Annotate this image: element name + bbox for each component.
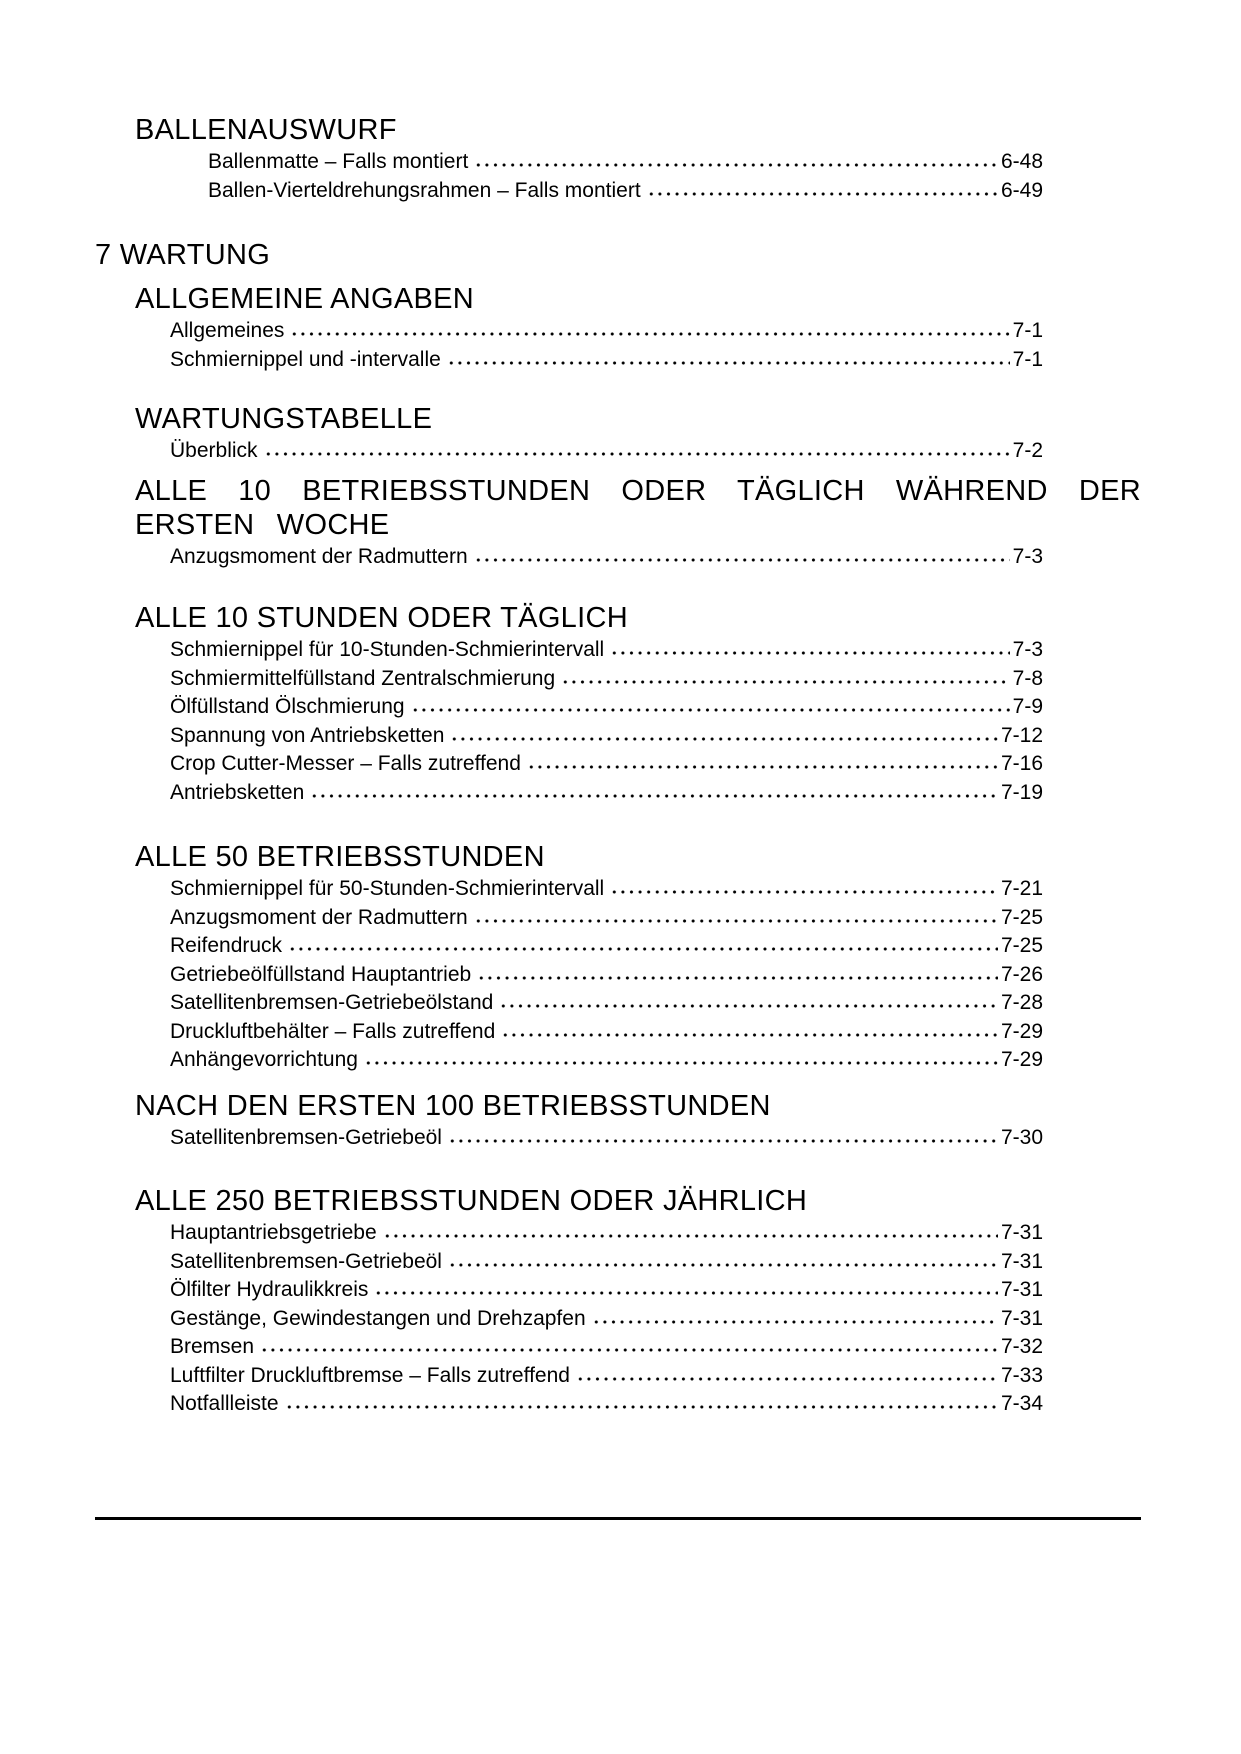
toc-entry[interactable] — [170, 989, 1043, 1018]
toc-entry-label: Gestänge, Gewindestangen und Drehzapfen — [170, 1306, 586, 1330]
toc-entry[interactable] — [170, 722, 1043, 751]
dot-leader — [592, 1319, 998, 1325]
section-heading: BALLENAUSWURF — [135, 114, 397, 146]
toc-entry-label: Satellitenbremsen-Getriebeöl — [170, 1249, 442, 1273]
toc-section — [95, 282, 1141, 374]
entry-list — [170, 1124, 1043, 1153]
section-heading: ALLE 250 BETRIEBSSTUNDEN ODER JÄHRLICH — [135, 1185, 808, 1217]
section-heading: ALLE 50 BETRIEBSSTUNDEN — [135, 841, 545, 873]
dot-leader — [411, 707, 1010, 713]
toc-entry-page: 7-19 — [1000, 780, 1043, 804]
entry-list — [208, 148, 1043, 205]
entry-list — [170, 543, 1043, 572]
toc-entry-page: 7-33 — [1000, 1363, 1043, 1387]
dot-leader — [474, 162, 998, 168]
toc-entry-label: Schmiernippel für 50-Stunden-Schmierintervall — [170, 877, 605, 900]
dot-leader — [285, 1404, 998, 1410]
dot-leader — [610, 889, 998, 895]
dot-leader — [499, 1003, 998, 1009]
dot-leader — [474, 557, 1010, 563]
toc-entry-page: 7-16 — [1000, 752, 1043, 775]
dot-leader — [576, 1376, 998, 1382]
dot-leader — [288, 946, 998, 952]
toc-entry-page: 7-9 — [1012, 695, 1043, 718]
toc-entry-label: Notfallleiste — [170, 1392, 279, 1415]
dot-leader — [474, 918, 998, 924]
toc-entry[interactable] — [170, 693, 1043, 722]
toc-entry[interactable] — [170, 1018, 1043, 1047]
dot-leader — [477, 975, 998, 981]
toc-root — [95, 113, 1141, 1419]
dot-leader — [527, 764, 998, 770]
toc-entry-label: Antriebsketten — [170, 780, 305, 804]
toc-entry-label: Bremsen — [170, 1335, 255, 1358]
toc-entry[interactable] — [170, 1248, 1043, 1277]
toc-entry-label: Satellitenbremsen-Getriebeöl — [170, 1125, 442, 1149]
toc-entry[interactable] — [170, 750, 1043, 779]
toc-entry-label: Allgemeines — [170, 319, 285, 342]
toc-entry[interactable] — [170, 1305, 1043, 1334]
toc-entry-label: Ölfüllstand Ölschmierung — [170, 695, 405, 718]
toc-entry[interactable] — [208, 177, 1043, 206]
dot-leader — [450, 736, 998, 742]
toc-entry-page: 7-30 — [1000, 1125, 1043, 1149]
dot-leader — [310, 793, 998, 799]
entry-list — [170, 875, 1043, 1075]
toc-entry[interactable] — [170, 1333, 1043, 1362]
toc-entry[interactable] — [170, 904, 1043, 933]
toc-entry-page: 7-25 — [1000, 905, 1043, 929]
section-heading: NACH DEN ERSTEN 100 BETRIEBSSTUNDEN — [135, 1089, 771, 1122]
toc-section — [95, 1089, 1141, 1153]
dot-leader — [364, 1060, 998, 1066]
toc-entry-label: Anzugsmoment der Radmuttern — [170, 544, 468, 568]
toc-entry-label: Ballen-Vierteldrehungsrahmen – Falls montiert — [208, 178, 641, 202]
toc-entry[interactable] — [170, 779, 1043, 808]
footer-rule — [95, 1517, 1141, 1520]
toc-entry[interactable] — [170, 636, 1043, 665]
toc-entry-label: Überblick — [170, 439, 258, 462]
toc-section — [95, 474, 1141, 572]
toc-entry-page: 7-31 — [1000, 1221, 1043, 1244]
toc-entry[interactable] — [170, 665, 1043, 694]
section-heading: ALLE 10 STUNDEN ODER TÄGLICH — [135, 602, 628, 634]
toc-entry-label: Luftfilter Druckluftbremse – Falls zutreffend — [170, 1363, 570, 1387]
toc-entry-label: Satellitenbremsen-Getriebeölstand — [170, 991, 494, 1014]
dot-leader — [264, 451, 1010, 457]
toc-entry-label: Druckluftbehälter – Falls zutreffend — [170, 1019, 496, 1043]
toc-entry-label: Ölfilter Hydraulikkreis — [170, 1278, 369, 1301]
section-heading: ALLE 10 BETRIEBSSTUNDEN ODER TÄGLICH WÄHREND DER ERSTEN WOCHE — [135, 474, 1141, 541]
toc-entry[interactable] — [170, 1276, 1043, 1305]
toc-entry-label: Schmiermittelfüllstand Zentralschmierung — [170, 666, 556, 690]
toc-entry[interactable] — [170, 1046, 1043, 1075]
toc-entry-page: 7-2 — [1012, 439, 1043, 462]
toc-entry-page: 7-31 — [1000, 1306, 1043, 1330]
dot-leader — [260, 1347, 998, 1353]
toc-entry[interactable] — [208, 148, 1043, 177]
toc-entry[interactable] — [170, 317, 1043, 346]
dot-leader — [447, 360, 1010, 366]
toc-entry-page: 7-31 — [1000, 1249, 1043, 1273]
toc-entry[interactable] — [170, 1390, 1043, 1419]
toc-entry-label: Schmiernippel für 10-Stunden-Schmierintervall — [170, 638, 605, 661]
toc-entry[interactable] — [170, 346, 1043, 375]
toc-entry-page: 7-32 — [1000, 1335, 1043, 1358]
entry-list — [170, 636, 1043, 807]
toc-section — [95, 238, 1141, 272]
entry-list — [170, 1219, 1043, 1419]
toc-entry[interactable] — [170, 543, 1043, 572]
toc-section — [95, 1184, 1141, 1419]
toc-entry[interactable] — [170, 1362, 1043, 1391]
toc-section — [95, 840, 1141, 1075]
dot-leader — [610, 650, 1009, 656]
toc-entry-page: 6-48 — [1000, 150, 1043, 173]
toc-entry-page: 7-34 — [1000, 1392, 1043, 1415]
toc-entry-label: Hauptantriebsgetriebe — [170, 1221, 377, 1244]
toc-entry-page: 7-28 — [1000, 991, 1043, 1014]
dot-leader — [383, 1233, 998, 1239]
chapter-heading: 7 WARTUNG — [95, 239, 271, 271]
toc-entry-page: 7-25 — [1000, 934, 1043, 957]
toc-entry-page: 7-3 — [1012, 638, 1043, 661]
toc-entry-page: 6-49 — [1000, 178, 1043, 202]
toc-entry[interactable] — [170, 1219, 1043, 1248]
toc-entry-page: 7-26 — [1000, 962, 1043, 986]
entry-list — [170, 317, 1043, 374]
dot-leader — [561, 679, 1009, 685]
toc-entry-page: 7-1 — [1012, 347, 1043, 371]
toc-section — [95, 402, 1141, 466]
toc-entry-label: Getriebeölfüllstand Hauptantrieb — [170, 962, 472, 986]
toc-entry-label: Schmiernippel und -intervalle — [170, 347, 441, 371]
toc-entry-page: 7-1 — [1012, 319, 1043, 342]
toc-entry-label: Anhängevorrichtung — [170, 1048, 358, 1071]
dot-leader — [374, 1290, 998, 1296]
dot-leader — [290, 331, 1009, 337]
toc-entry[interactable] — [170, 437, 1043, 466]
toc-entry[interactable] — [170, 961, 1043, 990]
toc-entry-label: Spannung von Antriebsketten — [170, 723, 445, 747]
toc-entry-page: 7-3 — [1012, 544, 1043, 568]
dot-leader — [448, 1138, 998, 1144]
toc-entry[interactable] — [170, 875, 1043, 904]
toc-section — [95, 601, 1141, 807]
toc-entry-label: Ballenmatte – Falls montiert — [208, 150, 469, 173]
toc-entry-label: Anzugsmoment der Radmuttern — [170, 905, 468, 929]
toc-entry-page: 7-29 — [1000, 1019, 1043, 1043]
section-heading: WARTUNGSTABELLE — [135, 403, 433, 435]
dot-leader — [647, 191, 998, 197]
toc-entry-page: 7-29 — [1000, 1048, 1043, 1071]
toc-entry-label: Crop Cutter-Messer – Falls zutreffend — [170, 752, 521, 775]
toc-entry[interactable] — [170, 932, 1043, 961]
dot-leader — [501, 1032, 998, 1038]
toc-section — [95, 113, 1141, 205]
toc-entry-page: 7-8 — [1012, 666, 1043, 690]
entry-list — [170, 437, 1043, 466]
section-heading: ALLGEMEINE ANGABEN — [135, 283, 475, 315]
toc-entry-page: 7-12 — [1000, 723, 1043, 747]
toc-entry-label: Reifendruck — [170, 934, 283, 957]
toc-entry-page: 7-31 — [1000, 1278, 1043, 1301]
dot-leader — [448, 1262, 998, 1268]
toc-entry-page: 7-21 — [1000, 877, 1043, 900]
toc-entry[interactable] — [170, 1124, 1043, 1153]
